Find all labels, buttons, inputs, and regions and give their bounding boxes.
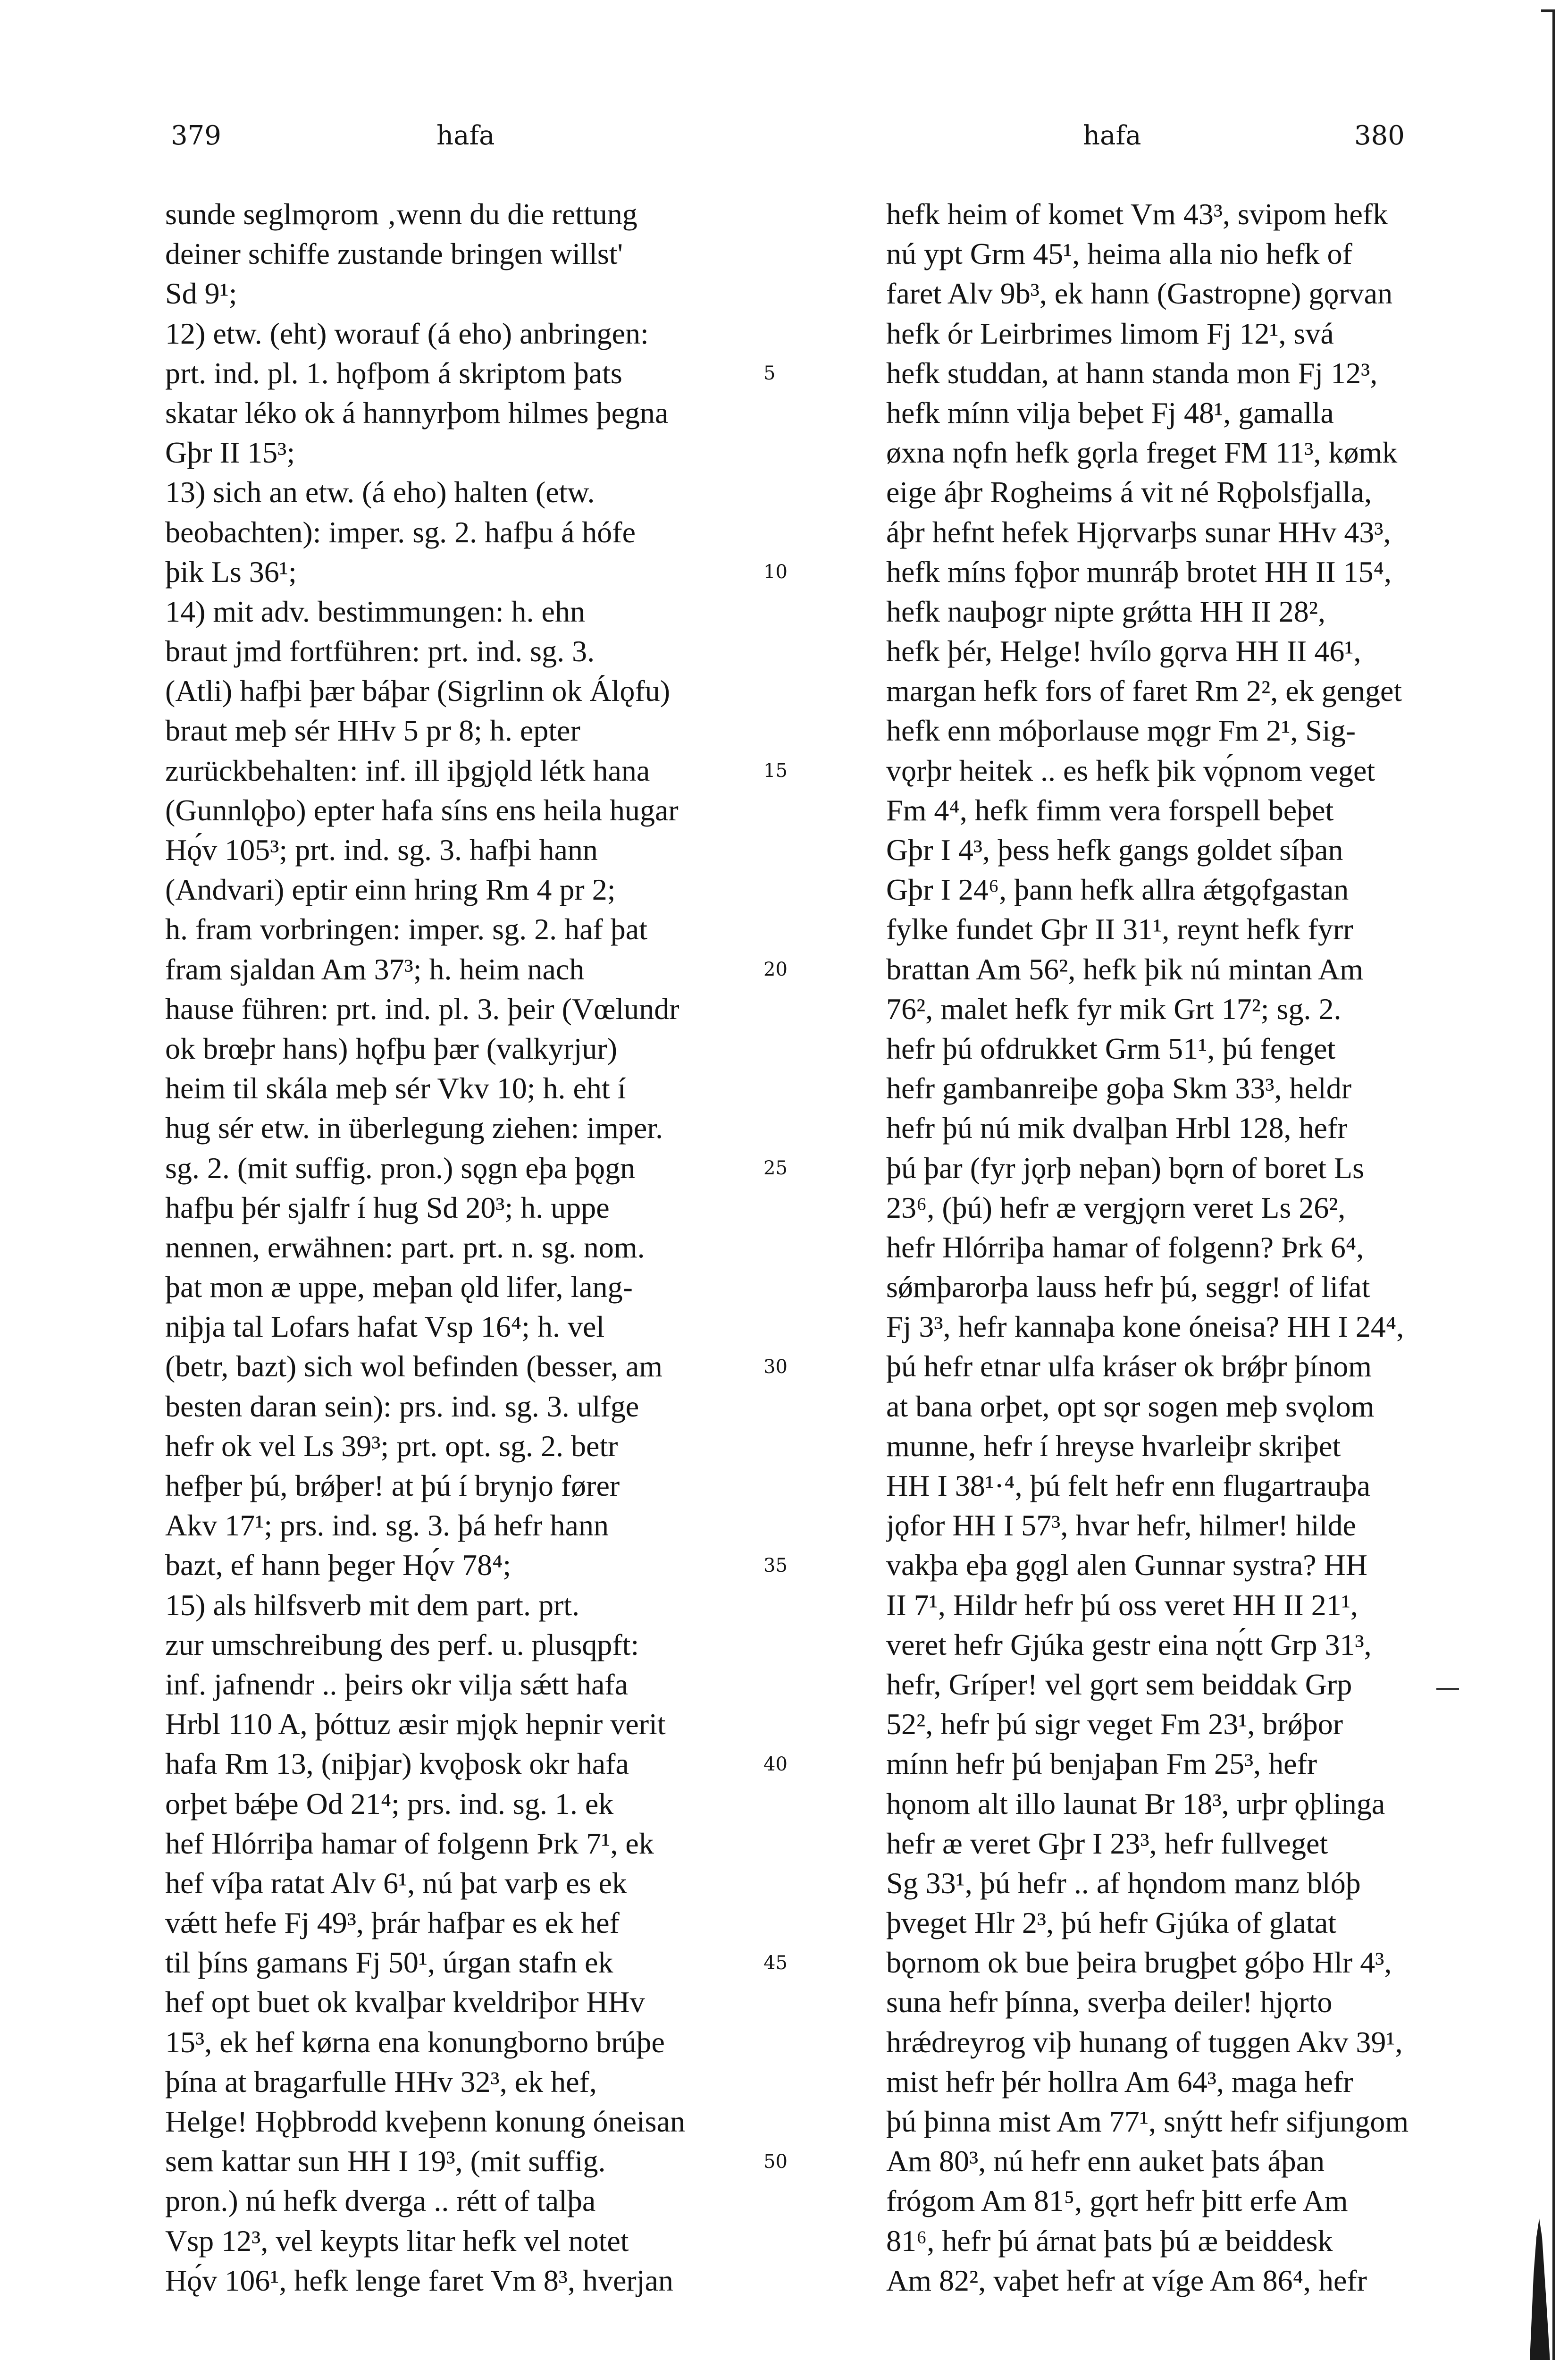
- left-column-line: hug sér etw. in überlegung ziehen: imper.: [165, 1111, 663, 1145]
- right-column-line: hefk enn móþorlause mǫgr Fm 2¹, Sig-: [886, 714, 1356, 748]
- right-column-line: 52², hefr þú sigr veget Fm 23¹, brǿþor: [886, 1707, 1343, 1741]
- left-column-line: Hǫ́v 105³; prt. ind. sg. 3. hafþi hann: [165, 833, 598, 867]
- left-column-line: ok brœþr hans) hǫfþu þær (valkyrjur): [165, 1031, 617, 1065]
- left-column-line: þat mon æ uppe, meþan ǫld lifer, lang-: [165, 1270, 633, 1304]
- right-column-line: margan hefk fors of faret Rm 2², ek genget: [886, 674, 1402, 708]
- right-column-line: brattan Am 56², hefk þik nú mintan Am: [886, 952, 1364, 986]
- right-column-line: hefk heim of komet Vm 43³, svipom hefk: [886, 197, 1388, 231]
- line-number: 20: [763, 958, 788, 980]
- right-column-line: øxna nǫfn hefk gǫrla freget FM 11³, kømk: [886, 436, 1398, 470]
- left-column-line: niþja tal Lofars hafat Vsp 16⁴; h. vel: [165, 1310, 605, 1344]
- right-column-line: II 7¹, Hildr hefr þú oss veret HH II 21¹,: [886, 1588, 1358, 1622]
- line-number: 30: [763, 1356, 788, 1378]
- right-column-line: bǫrnom ok bue þeira brugþet góþo Hlr 4³,: [886, 1946, 1392, 1980]
- left-column-line: heim til skála meþ sér Vkv 10; h. eht í: [165, 1071, 626, 1105]
- left-column-line: Gþr II 15³;: [165, 436, 295, 470]
- right-column-line: hefr gambanreiþe goþa Skm 33³, heldr: [886, 1071, 1351, 1105]
- right-column-line: Gþr I 4³, þess hefk gangs goldet síþan: [886, 833, 1343, 867]
- left-column-line: (Gunnlǫþo) epter hafa síns ens heila hugar: [165, 793, 679, 827]
- right-column-line: 81⁶, hefr þú árnat þats þú æ beiddesk: [886, 2224, 1333, 2258]
- line-number: 10: [763, 561, 788, 583]
- right-column-line: þveget Hlr 2³, þú hefr Gjúka of glatat: [886, 1906, 1336, 1940]
- right-column-line: hefr, Gríper! vel gǫrt sem beiddak Grp: [886, 1667, 1352, 1701]
- right-column-line: Fm 4⁴, hefk fimm vera forspell beþet: [886, 793, 1334, 827]
- line-number: 35: [763, 1554, 788, 1576]
- left-text-column: [165, 194, 769, 2301]
- right-column-line: mist hefr þér hollra Am 64³, maga hefr: [886, 2065, 1353, 2099]
- left-column-line: bazt, ef hann þeger Hǫ́v 78⁴;: [165, 1548, 511, 1582]
- left-column-line: nennen, erwähnen: part. prt. n. sg. nom.: [165, 1230, 645, 1264]
- right-column-line: 23⁶, (þú) hefr æ vergjǫrn veret Ls 26²,: [886, 1190, 1346, 1224]
- running-headword-left: hafa: [436, 120, 495, 151]
- left-column-line: beobachten): imper. sg. 2. hafþu á hófe: [165, 515, 636, 549]
- right-column-line: hefr Hlórriþa hamar of folgenn? Þrk 6⁴,: [886, 1230, 1364, 1264]
- left-column-line: skatar léko ok á hannyrþom hilmes þegna: [165, 396, 669, 430]
- left-column-line: Sd 9¹;: [165, 277, 237, 311]
- right-column-line: suna hefr þínna, sverþa deiler! hjǫrto: [886, 1985, 1333, 2019]
- left-column-line: braut meþ sér HHv 5 pr 8; h. epter: [165, 714, 580, 748]
- right-column-line: Gþr I 24⁶, þann hefk allra ǽtgǫfgastan: [886, 873, 1349, 907]
- line-number: 45: [763, 1952, 788, 1974]
- right-column-line: hefr æ veret Gþr I 23³, hefr fullveget: [886, 1826, 1328, 1860]
- right-column-line: áþr hefnt hefek Hjǫrvarþs sunar HHv 43³,: [886, 515, 1391, 549]
- line-number: 5: [763, 362, 776, 384]
- running-headword-right: hafa: [1083, 120, 1141, 151]
- left-column-line: (Andvari) eptir einn hring Rm 4 pr 2;: [165, 873, 616, 907]
- left-column-line: deiner schiffe zustande bringen willst': [165, 237, 623, 271]
- right-column-line: hefk mínn vilja beþet Fj 48¹, gamalla: [886, 396, 1334, 430]
- left-column-line: besten daran sein): prs. ind. sg. 3. ulfge: [165, 1389, 639, 1423]
- right-column-line: munne, hefr í hreyse hvarleiþr skriþet: [886, 1429, 1341, 1463]
- left-column-line: hefr ok vel Ls 39³; prt. opt. sg. 2. betr: [165, 1429, 618, 1463]
- right-column-line: Fj 3³, hefr kannaþa kone óneisa? HH I 24⁴,: [886, 1310, 1404, 1344]
- left-column-line: zurückbehalten: inf. ill iþgjǫld létk hana: [165, 753, 650, 787]
- margin-dash-mark: [1436, 1688, 1459, 1690]
- left-column-line: 12) etw. (eht) worauf (á eho) anbringen:: [165, 316, 649, 350]
- right-column-line: hefk studdan, at hann standa mon Fj 12³,: [886, 356, 1378, 390]
- line-number: 40: [763, 1753, 788, 1775]
- left-column-line: hefþer þú, brǿþer! at þú í brynjo fører: [165, 1469, 620, 1502]
- right-column-line: hefk míns fǫþor munráþ brotet HH II 15⁴,: [886, 555, 1392, 589]
- right-column-line: 76², malet hefk fyr mik Grt 17²; sg. 2.: [886, 992, 1342, 1026]
- right-column-line: mínn hefr þú benjaþan Fm 25³, hefr: [886, 1747, 1317, 1781]
- right-column-line: Am 82², vaþet hefr at víge Am 86⁴, hefr: [886, 2263, 1367, 2297]
- left-column-line: 15³, ek hef kørna ena konungborno brúþe: [165, 2025, 665, 2059]
- line-number: 25: [763, 1157, 788, 1179]
- right-column-line: vakþa eþa gǫgl alen Gunnar systra? HH: [886, 1548, 1368, 1582]
- left-column-line: sg. 2. (mit suffig. pron.) sǫgn eþa þǫgn: [165, 1151, 636, 1185]
- left-column-line: hef víþa ratat Alv 6¹, nú þat varþ es ek: [165, 1866, 627, 1900]
- right-column-line: nú ypt Grm 45¹, heima alla nio hefk of: [886, 237, 1352, 271]
- right-column-line: faret Alv 9b³, ek hann (Gastropne) gǫrvan: [886, 277, 1393, 311]
- right-column-line: fylke fundet Gþr II 31¹, reynt hefk fyrr: [886, 912, 1353, 946]
- left-column-line: h. fram vorbringen: imper. sg. 2. haf þat: [165, 912, 647, 946]
- right-column-line: Sg 33¹, þú hefr .. af hǫndom manz blóþ: [886, 1866, 1361, 1900]
- right-column-line: vǫrþr heitek .. es hefk þik vǫ́pnom veget: [886, 753, 1375, 787]
- left-column-line: prt. ind. pl. 1. hǫfþom á skriptom þats: [165, 356, 622, 390]
- right-column-line: hrǽdreyrog viþ hunang of tuggen Akv 39¹,: [886, 2025, 1403, 2059]
- left-column-line: hef opt buet ok kvalþar kveldriþor HHv: [165, 1985, 645, 2019]
- right-column-line: þú hefr etnar ulfa kráser ok brǿþr þínom: [886, 1349, 1372, 1383]
- left-column-line: hef Hlórriþa hamar of folgenn Þrk 7¹, ek: [165, 1826, 654, 1860]
- right-column-line: frógom Am 81⁵, gǫrt hefr þitt erfe Am: [886, 2184, 1348, 2218]
- right-column-line: sǿmþarorþa lauss hefr þú, seggr! of lifat: [886, 1270, 1370, 1304]
- left-column-line: fram sjaldan Am 37³; h. heim nach: [165, 952, 585, 986]
- scan-edge-line: [1552, 9, 1555, 2360]
- page-number-left: 379: [171, 120, 221, 151]
- right-column-line: jǫfor HH I 57³, hvar hefr, hilmer! hilde: [886, 1509, 1356, 1542]
- left-column-line: (betr, bazt) sich wol befinden (besser, am: [165, 1349, 663, 1383]
- scan-edge-blot: [1509, 2218, 1554, 2360]
- right-column-line: HH I 38¹·⁴, þú felt hefr enn flugartrauþa: [886, 1469, 1370, 1502]
- right-column-line: hefk ór Leirbrimes limom Fj 12¹, svá: [886, 316, 1334, 350]
- left-column-line: hafa Rm 13, (niþjar) kvǫþosk okr hafa: [165, 1747, 629, 1781]
- left-column-line: 13) sich an etw. (á eho) halten (etw.: [165, 475, 595, 509]
- right-column-line: hefk nauþogr nipte grǿtta HH II 28²,: [886, 594, 1325, 628]
- line-number: 15: [763, 759, 788, 782]
- left-column-line: 15) als hilfsverb mit dem part. prt.: [165, 1588, 580, 1622]
- right-column-line: Am 80³, nú hefr enn auket þats áþan: [886, 2144, 1325, 2178]
- left-column-line: inf. jafnendr .. þeirs okr vilja sǽtt hafa: [165, 1667, 629, 1701]
- right-column-line: hefr þú nú mik dvalþan Hrbl 128, hefr: [886, 1111, 1348, 1145]
- left-column-line: (Atli) hafþi þær báþar (Sigrlinn ok Álǫfu): [165, 674, 670, 708]
- left-column-line: zur umschreibung des perf. u. plusqpft:: [165, 1627, 639, 1661]
- line-number: 50: [763, 2150, 788, 2173]
- right-column-line: at bana orþet, opt sǫr sogen meþ svǫlom: [886, 1389, 1375, 1423]
- left-column-line: braut jmd fortführen: prt. ind. sg. 3.: [165, 634, 595, 668]
- left-column-line: sem kattar sun HH I 19³, (mit suffig.: [165, 2144, 606, 2178]
- right-column-line: veret hefr Gjúka gestr eina nǫ́tt Grp 31³,: [886, 1627, 1372, 1661]
- right-column-line: hefk þér, Helge! hvílo gǫrva HH II 46¹,: [886, 634, 1361, 668]
- left-column-line: vǽtt hefe Fj 49³, þrár hafþar es ek hef: [165, 1906, 620, 1940]
- right-column-line: hefr þú ofdrukket Grm 51¹, þú fenget: [886, 1031, 1336, 1065]
- left-column-line: Vsp 12³, vel keypts litar hefk vel notet: [165, 2224, 629, 2258]
- left-column-line: pron.) nú hefk dverga .. rétt of talþa: [165, 2184, 596, 2218]
- left-column-line: til þíns gamans Fj 50¹, úrgan stafn ek: [165, 1946, 613, 1980]
- right-column-line: eige áþr Rogheims á vit né Rǫþolsfjalla,: [886, 475, 1372, 509]
- left-column-line: orþet bǽþe Od 21⁴; prs. ind. sg. 1. ek: [165, 1787, 614, 1821]
- right-column-line: þú þinna mist Am 77¹, snýtt hefr sifjungom: [886, 2105, 1409, 2138]
- left-column-line: hause führen: prt. ind. pl. 3. þeir (Vœlundr: [165, 992, 679, 1026]
- left-column-line: 14) mit adv. bestimmungen: h. ehn: [165, 594, 585, 628]
- left-column-line: Hǫ́v 106¹, hefk lenge faret Vm 8³, hverjan: [165, 2263, 673, 2297]
- left-column-line: hafþu þér sjalfr í hug Sd 20³; h. uppe: [165, 1190, 610, 1224]
- left-column-line: Helge! Hǫþbrodd kveþenn konung óneisan: [165, 2105, 685, 2138]
- right-column-line: þú þar (fyr jǫrþ neþan) bǫrn of boret Ls: [886, 1151, 1364, 1185]
- right-column-line: hǫnom alt illo launat Br 18³, urþr ǫþlinga: [886, 1787, 1385, 1821]
- left-column-line: þína at bragarfulle HHv 32³, ek hef,: [165, 2065, 597, 2099]
- left-column-line: sunde seglmǫrom ‚wenn du die rettung: [165, 197, 637, 231]
- scan-edge-tick: [1541, 9, 1554, 12]
- left-column-line: Hrbl 110 A, þóttuz æsir mjǫk hepnir verit: [165, 1707, 666, 1741]
- page-number-right: 380: [1354, 120, 1405, 151]
- left-column-line: Akv 17¹; prs. ind. sg. 3. þá hefr hann: [165, 1509, 609, 1542]
- right-text-column: [886, 194, 1490, 2301]
- left-column-line: þik Ls 36¹;: [165, 555, 297, 589]
